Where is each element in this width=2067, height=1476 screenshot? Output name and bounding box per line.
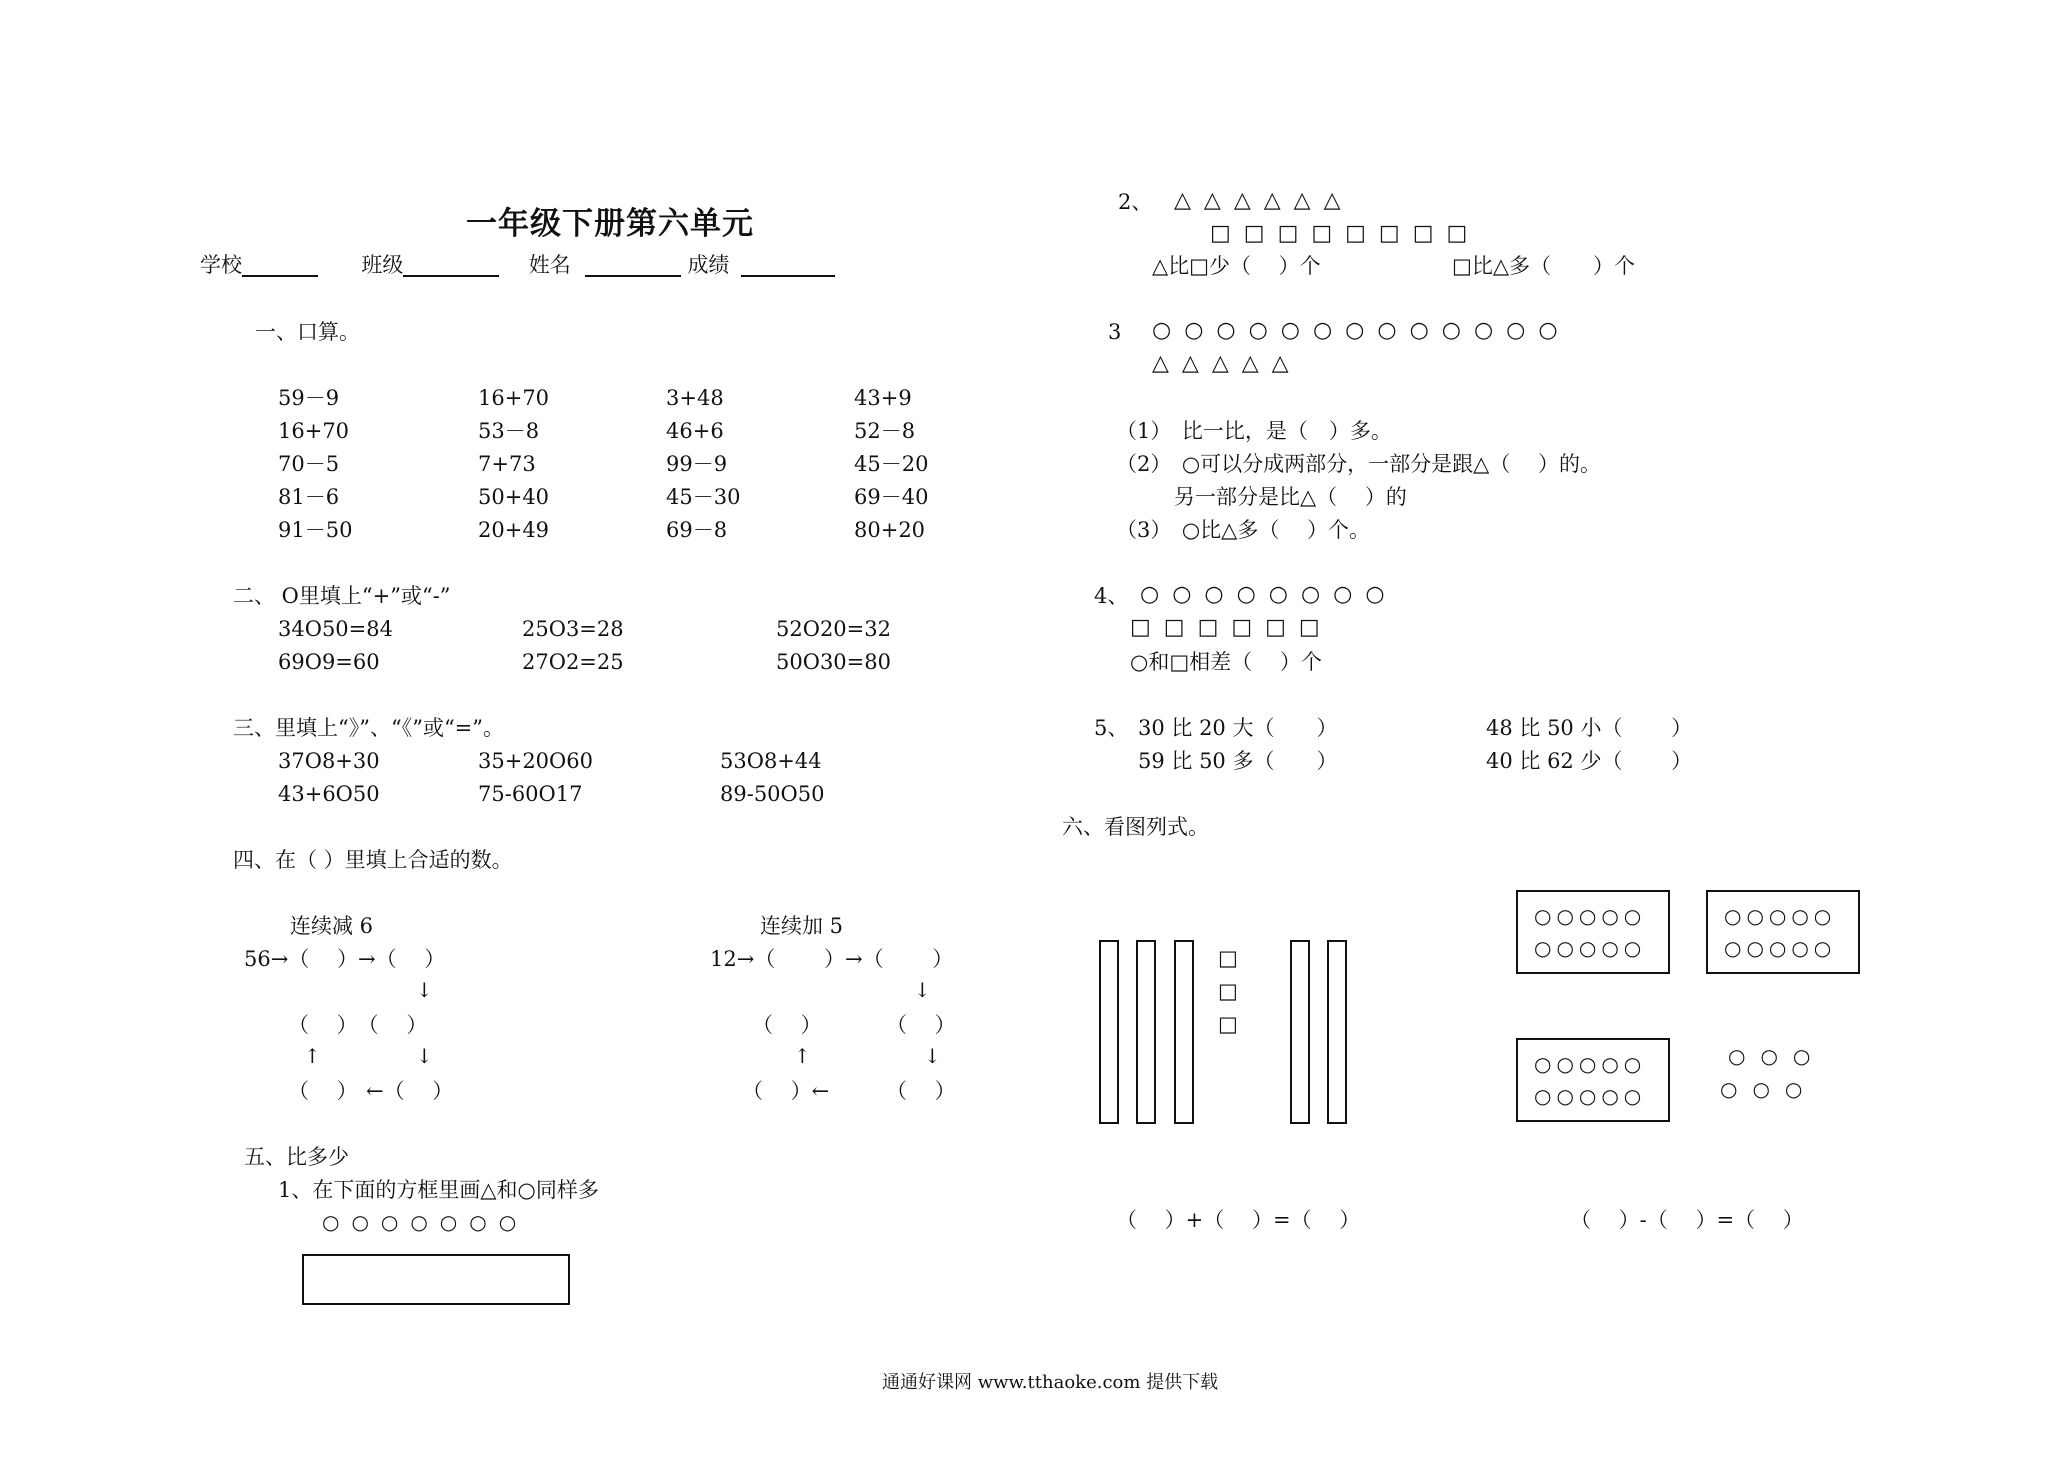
problem: 81－6: [278, 485, 340, 509]
circle-row: ○○○○○: [1534, 936, 1647, 960]
loose-circles: ○○○: [1728, 1044, 1826, 1068]
problem: 52－8: [854, 419, 916, 443]
section6-heading: 六、看图列式。: [1062, 815, 1209, 839]
question-5-number: 5、: [1094, 716, 1129, 740]
down-arrow-icon: ↓: [416, 1044, 433, 1068]
problem: 3+48: [666, 386, 724, 410]
loose-circles: ○○○: [1720, 1077, 1818, 1101]
q5-fill-d: 40 比 62 少（ ）: [1486, 749, 1693, 773]
problem: 37O8+30: [278, 749, 380, 773]
circle-row: ○○○○○: [1724, 936, 1837, 960]
q3-part2: （2） ○可以分成两部分，一部分是跟△（ ）的。: [1116, 452, 1602, 476]
problem: 53O8+44: [720, 749, 822, 773]
down-arrow-icon: ↓: [914, 978, 931, 1002]
q2-fill-a: △比□少（ ）个: [1152, 254, 1321, 278]
school-blank[interactable]: [242, 253, 318, 277]
chain-left-mid: （ ） （ ）: [288, 1013, 428, 1037]
problem: 27O2=25: [522, 650, 624, 674]
square-row: □□□□□□: [1130, 615, 1333, 640]
page-title: 一年级下册第六单元: [466, 206, 754, 242]
question-1: 1、在下面的方框里画△和○同样多: [278, 1178, 599, 1202]
chain-right-start: 12→（ ）→（ ）: [710, 947, 954, 971]
problem: 50+40: [478, 485, 550, 509]
square-row: □□□□□□□□: [1210, 221, 1481, 246]
section5-heading: 五、比多少: [244, 1145, 349, 1169]
chain-right-mid-left: （ ）: [752, 1013, 822, 1037]
ten-bar: [1099, 940, 1119, 1124]
problem: 91－50: [278, 518, 353, 542]
circle-row: ○○○○○: [1534, 904, 1647, 928]
class-label: 班级: [361, 253, 404, 277]
chain-left-label: 连续减 6: [290, 914, 374, 938]
circle-row: ○○○○○: [1534, 1052, 1647, 1076]
equation-addition: （ ）+（ ）=（ ）: [1116, 1208, 1361, 1232]
problem: 16+70: [478, 386, 550, 410]
problem: 69O9=60: [278, 650, 380, 674]
problem: 52O20=32: [776, 617, 891, 641]
chain-left-bottom-left: （ ）: [288, 1079, 358, 1103]
q3-part2b: 另一部分是比△（ ）的: [1174, 485, 1407, 509]
problem: 7+73: [478, 452, 536, 476]
problem: 99－9: [666, 452, 728, 476]
down-arrow-icon: ↓: [924, 1044, 941, 1068]
question-4-number: 4、: [1094, 584, 1129, 608]
triangle-row: △△△△△: [1152, 351, 1302, 376]
unit-square: □: [1218, 1012, 1238, 1036]
problem: 43+6O50: [278, 782, 380, 806]
circle-row: ○○○○○: [1534, 1084, 1647, 1108]
q5-fill-b: 48 比 50 小（ ）: [1486, 716, 1693, 740]
ten-bar: [1327, 940, 1347, 1124]
chain-right-mid-right: （ ）: [886, 1013, 956, 1037]
circle-row: ○○○○○○○○: [1140, 582, 1398, 607]
circle-row: ○○○○○○○○○○○○○: [1152, 318, 1571, 343]
problem: 75-60O17: [478, 782, 583, 806]
ten-circle-box: [1706, 890, 1860, 974]
class-blank[interactable]: [403, 253, 499, 277]
question-3-number: 3: [1108, 320, 1122, 344]
chain-right-bottom-left: （ ）←: [742, 1079, 830, 1103]
equation-subtraction: （ ）-（ ）=（ ）: [1570, 1208, 1804, 1232]
section4-heading: 四、在（ ）里填上合适的数。: [233, 848, 513, 872]
q3-part3: （3） ○比△多（ ）个。: [1116, 518, 1371, 542]
chain-right-label: 连续加 5: [760, 914, 844, 938]
q5-fill-a: 30 比 20 大（ ）: [1138, 716, 1338, 740]
section3-heading: 三、里填上“》”、“《”或“=”。: [233, 716, 505, 740]
problem: 69－8: [666, 518, 728, 542]
problem: 50O30=80: [776, 650, 891, 674]
up-arrow-icon: ↑: [304, 1044, 321, 1068]
ten-bar: [1290, 940, 1310, 1124]
problem: 70－5: [278, 452, 340, 476]
problem: 53－8: [478, 419, 540, 443]
down-arrow-icon: ↓: [416, 978, 433, 1002]
problem: 16+70: [278, 419, 350, 443]
chain-right-bottom-right: （ ）: [886, 1079, 956, 1103]
ten-bar: [1174, 940, 1194, 1124]
problem: 45－20: [854, 452, 929, 476]
ten-bar: [1136, 940, 1156, 1124]
unit-square: □: [1218, 946, 1238, 970]
q2-fill-b: □比△多（ ）个: [1452, 254, 1635, 278]
chain-left-start: 56→（ ）→（ ）: [244, 947, 446, 971]
problem: 20+49: [478, 518, 550, 542]
question-2-number: 2、: [1118, 190, 1153, 214]
footer-credit: 通通好课网 www.tthaoke.com 提供下载: [882, 1372, 1219, 1393]
chain-left-bottom-right: ←（ ）: [366, 1079, 454, 1103]
q4-fill: ○和□相差（ ）个: [1130, 650, 1322, 674]
section1-heading: 一、口算。: [255, 320, 360, 344]
q3-part1: （1） 比一比，是（ ）多。: [1116, 419, 1392, 443]
student-info-row: [200, 253, 835, 277]
problem: 35+20O60: [478, 749, 593, 773]
name-blank[interactable]: [585, 253, 681, 277]
drawing-answer-box[interactable]: [302, 1254, 570, 1305]
circle-row: ○○○○○: [1724, 904, 1837, 928]
q5-fill-c: 59 比 50 多（ ）: [1138, 749, 1338, 773]
name-label: 姓名: [528, 253, 571, 277]
school-label: 学校: [200, 253, 242, 277]
ten-circle-box: [1516, 1038, 1670, 1122]
unit-square: □: [1218, 979, 1238, 1003]
score-label: 成绩: [687, 253, 730, 277]
triangle-row: △△△△△△: [1174, 188, 1354, 213]
problem: 69－40: [854, 485, 929, 509]
problem: 34O50=84: [278, 617, 393, 641]
problem: 43+9: [854, 386, 912, 410]
problem: 46+6: [666, 419, 724, 443]
problem: 59－9: [278, 386, 340, 410]
problem: 89-50O50: [720, 782, 825, 806]
problem: 25O3=28: [522, 617, 624, 641]
ten-circle-box: [1516, 890, 1670, 974]
circle-row: ○○○○○○○: [322, 1210, 529, 1234]
problem: 80+20: [854, 518, 926, 542]
problem: 45－30: [666, 485, 741, 509]
up-arrow-icon: ↑: [794, 1044, 811, 1068]
score-blank[interactable]: [741, 253, 835, 277]
section2-heading: 二、 O里填上“+”或“-”: [233, 584, 451, 608]
